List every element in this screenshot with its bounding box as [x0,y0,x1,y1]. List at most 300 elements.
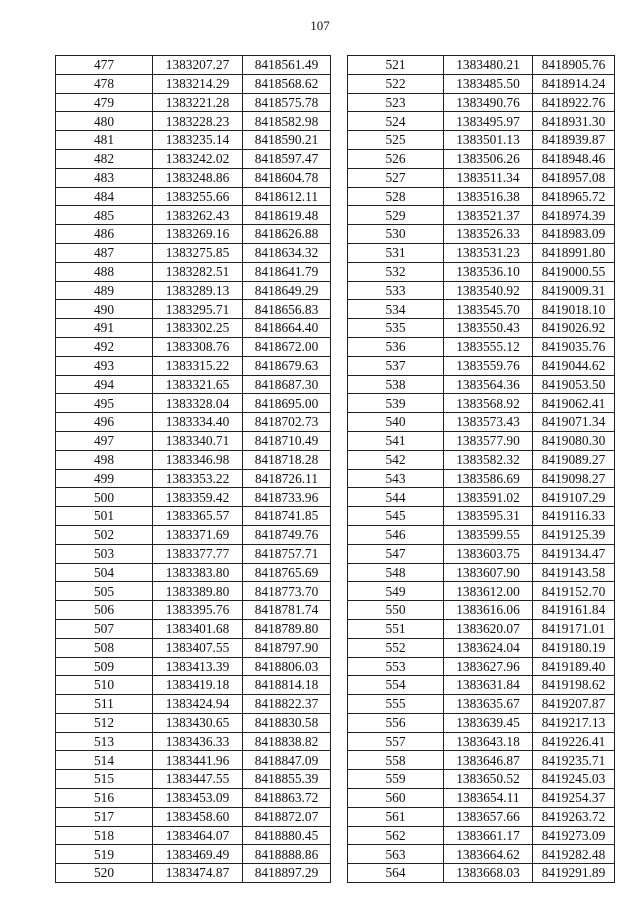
table-row [348,431,615,450]
y-coordinate-cell: 8418991.80 [533,243,615,262]
point-number-cell: 547 [348,544,444,563]
x-coordinate-cell: 1383511.34 [444,168,533,187]
table-row [348,601,615,620]
point-number-cell: 561 [348,807,444,826]
y-coordinate-cell: 8418797.90 [243,638,331,657]
table-row [56,243,331,262]
point-number-cell: 517 [56,807,153,826]
y-coordinate-cell: 8418575.78 [243,93,331,112]
point-number-cell: 497 [56,431,153,450]
x-coordinate-cell: 1383302.25 [153,319,243,338]
y-coordinate-cell: 8418863.72 [243,789,331,808]
x-coordinate-cell: 1383359.42 [153,488,243,507]
y-coordinate-cell: 8418838.82 [243,732,331,751]
x-coordinate-cell: 1383564.36 [444,375,533,394]
x-coordinate-cell: 1383365.57 [153,507,243,526]
y-coordinate-cell: 8419226.41 [533,732,615,751]
x-coordinate-cell: 1383620.07 [444,619,533,638]
table-row [56,375,331,394]
x-coordinate-cell: 1383228.23 [153,112,243,131]
y-coordinate-cell: 8418806.03 [243,657,331,676]
x-coordinate-cell: 1383577.90 [444,431,533,450]
y-coordinate-cell: 8418897.29 [243,864,331,883]
y-coordinate-cell: 8419018.10 [533,300,615,319]
table-row [56,149,331,168]
table-row [56,187,331,206]
y-coordinate-cell: 8418983.09 [533,225,615,244]
x-coordinate-cell: 1383536.10 [444,262,533,281]
y-coordinate-cell: 8419000.55 [533,262,615,281]
point-number-cell: 480 [56,112,153,131]
point-number-cell: 503 [56,544,153,563]
y-coordinate-cell: 8418948.46 [533,149,615,168]
table-row [348,695,615,714]
y-coordinate-cell: 8419263.72 [533,807,615,826]
table-row [56,300,331,319]
y-coordinate-cell: 8418931.30 [533,112,615,131]
x-coordinate-cell: 1383668.03 [444,864,533,883]
table-row [56,732,331,751]
point-number-cell: 516 [56,789,153,808]
point-number-cell: 490 [56,300,153,319]
point-number-cell: 491 [56,319,153,338]
table-row [56,751,331,770]
table-row [348,619,615,638]
point-number-cell: 507 [56,619,153,638]
x-coordinate-cell: 1383269.16 [153,225,243,244]
table-row [56,638,331,657]
x-coordinate-cell: 1383436.33 [153,732,243,751]
point-number-cell: 525 [348,131,444,150]
y-coordinate-cell: 8418695.00 [243,394,331,413]
point-number-cell: 540 [348,413,444,432]
y-coordinate-cell: 8419273.09 [533,826,615,845]
y-coordinate-cell: 8418590.21 [243,131,331,150]
point-number-cell: 478 [56,74,153,93]
x-coordinate-cell: 1383559.76 [444,356,533,375]
x-coordinate-cell: 1383657.66 [444,807,533,826]
point-number-cell: 522 [348,74,444,93]
y-coordinate-cell: 8419207.87 [533,695,615,714]
x-coordinate-cell: 1383334.40 [153,413,243,432]
table-row [56,845,331,864]
y-coordinate-cell: 8419180.19 [533,638,615,657]
y-coordinate-cell: 8418880.45 [243,826,331,845]
y-coordinate-cell: 8419134.47 [533,544,615,563]
table-row [348,864,615,883]
y-coordinate-cell: 8419116.33 [533,507,615,526]
x-coordinate-cell: 1383603.75 [444,544,533,563]
x-coordinate-cell: 1383469.49 [153,845,243,864]
point-number-cell: 541 [348,431,444,450]
y-coordinate-cell: 8419171.01 [533,619,615,638]
table-row [56,563,331,582]
point-number-cell: 557 [348,732,444,751]
coordinates-table-right [347,55,615,883]
y-coordinate-cell: 8418741.85 [243,507,331,526]
point-number-cell: 513 [56,732,153,751]
y-coordinate-cell: 8419282.48 [533,845,615,864]
point-number-cell: 483 [56,168,153,187]
table-row [348,375,615,394]
x-coordinate-cell: 1383424.94 [153,695,243,714]
y-coordinate-cell: 8419235.71 [533,751,615,770]
table-row [348,262,615,281]
x-coordinate-cell: 1383474.87 [153,864,243,883]
y-coordinate-cell: 8418830.58 [243,713,331,732]
point-number-cell: 518 [56,826,153,845]
table-row [56,112,331,131]
y-coordinate-cell: 8418749.76 [243,525,331,544]
x-coordinate-cell: 1383480.21 [444,56,533,75]
table-row [348,93,615,112]
table-row [348,149,615,168]
table-row [348,488,615,507]
y-coordinate-cell: 8418597.47 [243,149,331,168]
x-coordinate-cell: 1383464.07 [153,826,243,845]
table-row [56,619,331,638]
point-number-cell: 496 [56,413,153,432]
point-number-cell: 502 [56,525,153,544]
x-coordinate-cell: 1383555.12 [444,337,533,356]
table-row [348,657,615,676]
x-coordinate-cell: 1383453.09 [153,789,243,808]
x-coordinate-cell: 1383635.67 [444,695,533,714]
point-number-cell: 487 [56,243,153,262]
x-coordinate-cell: 1383664.62 [444,845,533,864]
point-number-cell: 477 [56,56,153,75]
y-coordinate-cell: 8418641.79 [243,262,331,281]
x-coordinate-cell: 1383262.43 [153,206,243,225]
x-coordinate-cell: 1383607.90 [444,563,533,582]
table-row [348,544,615,563]
y-coordinate-cell: 8418905.76 [533,56,615,75]
table-row [56,488,331,507]
table-row [56,657,331,676]
point-number-cell: 562 [348,826,444,845]
x-coordinate-cell: 1383395.76 [153,601,243,620]
y-coordinate-cell: 8418847.09 [243,751,331,770]
point-number-cell: 533 [348,281,444,300]
table-row [56,469,331,488]
x-coordinate-cell: 1383371.69 [153,525,243,544]
y-coordinate-cell: 8419080.30 [533,431,615,450]
point-number-cell: 535 [348,319,444,338]
table-row [348,450,615,469]
point-number-cell: 556 [348,713,444,732]
x-coordinate-cell: 1383353.22 [153,469,243,488]
x-coordinate-cell: 1383550.43 [444,319,533,338]
x-coordinate-cell: 1383627.96 [444,657,533,676]
table-row [348,281,615,300]
y-coordinate-cell: 8418733.96 [243,488,331,507]
y-coordinate-cell: 8419291.89 [533,864,615,883]
x-coordinate-cell: 1383401.68 [153,619,243,638]
table-row [56,225,331,244]
y-coordinate-cell: 8419053.50 [533,375,615,394]
point-number-cell: 564 [348,864,444,883]
x-coordinate-cell: 1383582.32 [444,450,533,469]
y-coordinate-cell: 8419198.62 [533,676,615,695]
point-number-cell: 560 [348,789,444,808]
y-coordinate-cell: 8418649.29 [243,281,331,300]
point-number-cell: 558 [348,751,444,770]
y-coordinate-cell: 8418718.28 [243,450,331,469]
y-coordinate-cell: 8419062.41 [533,394,615,413]
table-row [348,789,615,808]
table-row [56,93,331,112]
table-row [348,356,615,375]
point-number-cell: 498 [56,450,153,469]
y-coordinate-cell: 8418619.48 [243,206,331,225]
x-coordinate-cell: 1383506.26 [444,149,533,168]
table-row [348,243,615,262]
x-coordinate-cell: 1383295.71 [153,300,243,319]
point-number-cell: 529 [348,206,444,225]
table-row [56,206,331,225]
y-coordinate-cell: 8418789.80 [243,619,331,638]
table-row [56,582,331,601]
y-coordinate-cell: 8418872.07 [243,807,331,826]
x-coordinate-cell: 1383654.11 [444,789,533,808]
x-coordinate-cell: 1383599.55 [444,525,533,544]
table-row [56,507,331,526]
y-coordinate-cell: 8419098.27 [533,469,615,488]
coordinates-table-right-body [348,56,615,883]
point-number-cell: 489 [56,281,153,300]
point-number-cell: 506 [56,601,153,620]
table-row [348,826,615,845]
x-coordinate-cell: 1383235.14 [153,131,243,150]
point-number-cell: 542 [348,450,444,469]
point-number-cell: 493 [56,356,153,375]
y-coordinate-cell: 8419089.27 [533,450,615,469]
point-number-cell: 544 [348,488,444,507]
x-coordinate-cell: 1383248.86 [153,168,243,187]
point-number-cell: 548 [348,563,444,582]
point-number-cell: 504 [56,563,153,582]
point-number-cell: 515 [56,770,153,789]
table-row [348,56,615,75]
y-coordinate-cell: 8419245.03 [533,770,615,789]
y-coordinate-cell: 8418939.87 [533,131,615,150]
table-row [56,262,331,281]
y-coordinate-cell: 8418781.74 [243,601,331,620]
y-coordinate-cell: 8419009.31 [533,281,615,300]
table-row [56,413,331,432]
point-number-cell: 524 [348,112,444,131]
point-number-cell: 492 [56,337,153,356]
table-row [348,206,615,225]
point-number-cell: 519 [56,845,153,864]
x-coordinate-cell: 1383595.31 [444,507,533,526]
point-number-cell: 532 [348,262,444,281]
table-row [56,319,331,338]
y-coordinate-cell: 8419071.34 [533,413,615,432]
table-row [348,225,615,244]
coordinates-table-left [55,55,331,883]
y-coordinate-cell: 8418773.70 [243,582,331,601]
x-coordinate-cell: 1383308.76 [153,337,243,356]
table-row [348,300,615,319]
x-coordinate-cell: 1383441.96 [153,751,243,770]
point-number-cell: 510 [56,676,153,695]
x-coordinate-cell: 1383289.13 [153,281,243,300]
table-row [56,431,331,450]
point-number-cell: 485 [56,206,153,225]
table-row [348,638,615,657]
point-number-cell: 514 [56,751,153,770]
x-coordinate-cell: 1383540.92 [444,281,533,300]
point-number-cell: 499 [56,469,153,488]
x-coordinate-cell: 1383340.71 [153,431,243,450]
y-coordinate-cell: 8418965.72 [533,187,615,206]
x-coordinate-cell: 1383612.00 [444,582,533,601]
table-row [56,131,331,150]
table-row [348,168,615,187]
x-coordinate-cell: 1383458.60 [153,807,243,826]
y-coordinate-cell: 8419044.62 [533,356,615,375]
table-row [348,507,615,526]
table-row [56,356,331,375]
table-row [56,544,331,563]
x-coordinate-cell: 1383495.97 [444,112,533,131]
y-coordinate-cell: 8418664.40 [243,319,331,338]
x-coordinate-cell: 1383255.66 [153,187,243,206]
x-coordinate-cell: 1383646.87 [444,751,533,770]
x-coordinate-cell: 1383377.77 [153,544,243,563]
table-row [56,826,331,845]
point-number-cell: 537 [348,356,444,375]
point-number-cell: 563 [348,845,444,864]
y-coordinate-cell: 8418604.78 [243,168,331,187]
x-coordinate-cell: 1383383.80 [153,563,243,582]
table-row [56,676,331,695]
x-coordinate-cell: 1383568.92 [444,394,533,413]
x-coordinate-cell: 1383586.69 [444,469,533,488]
table-row [56,601,331,620]
point-number-cell: 482 [56,149,153,168]
table-row [348,563,615,582]
point-number-cell: 488 [56,262,153,281]
table-row [348,413,615,432]
point-number-cell: 512 [56,713,153,732]
point-number-cell: 505 [56,582,153,601]
y-coordinate-cell: 8418726.11 [243,469,331,488]
y-coordinate-cell: 8419143.58 [533,563,615,582]
point-number-cell: 479 [56,93,153,112]
y-coordinate-cell: 8418914.24 [533,74,615,93]
x-coordinate-cell: 1383591.02 [444,488,533,507]
point-number-cell: 550 [348,601,444,620]
y-coordinate-cell: 8418814.18 [243,676,331,695]
point-number-cell: 521 [348,56,444,75]
y-coordinate-cell: 8419254.37 [533,789,615,808]
table-row [348,337,615,356]
table-row [56,807,331,826]
table-row [348,807,615,826]
table-row [348,676,615,695]
point-number-cell: 546 [348,525,444,544]
point-number-cell: 527 [348,168,444,187]
point-number-cell: 520 [56,864,153,883]
x-coordinate-cell: 1383521.37 [444,206,533,225]
y-coordinate-cell: 8418757.71 [243,544,331,563]
y-coordinate-cell: 8418612.11 [243,187,331,206]
table-row [56,337,331,356]
y-coordinate-cell: 8418765.69 [243,563,331,582]
x-coordinate-cell: 1383221.28 [153,93,243,112]
point-number-cell: 539 [348,394,444,413]
y-coordinate-cell: 8418888.86 [243,845,331,864]
table-row [348,394,615,413]
point-number-cell: 530 [348,225,444,244]
y-coordinate-cell: 8418672.00 [243,337,331,356]
coordinates-table-left-body [56,56,331,883]
table-row [56,56,331,75]
point-number-cell: 545 [348,507,444,526]
point-number-cell: 534 [348,300,444,319]
point-number-cell: 536 [348,337,444,356]
x-coordinate-cell: 1383643.18 [444,732,533,751]
table-row [56,394,331,413]
table-row [56,450,331,469]
point-number-cell: 494 [56,375,153,394]
x-coordinate-cell: 1383328.04 [153,394,243,413]
table-row [56,695,331,714]
point-number-cell: 509 [56,657,153,676]
table-row [348,469,615,488]
table-row [348,319,615,338]
y-coordinate-cell: 8419152.70 [533,582,615,601]
point-number-cell: 559 [348,770,444,789]
x-coordinate-cell: 1383531.23 [444,243,533,262]
y-coordinate-cell: 8418582.98 [243,112,331,131]
table-row [56,864,331,883]
y-coordinate-cell: 8418568.62 [243,74,331,93]
x-coordinate-cell: 1383485.50 [444,74,533,93]
y-coordinate-cell: 8418679.63 [243,356,331,375]
y-coordinate-cell: 8418974.39 [533,206,615,225]
y-coordinate-cell: 8419161.84 [533,601,615,620]
y-coordinate-cell: 8419189.40 [533,657,615,676]
x-coordinate-cell: 1383650.52 [444,770,533,789]
point-number-cell: 553 [348,657,444,676]
x-coordinate-cell: 1383624.04 [444,638,533,657]
x-coordinate-cell: 1383275.85 [153,243,243,262]
table-row [348,74,615,93]
point-number-cell: 549 [348,582,444,601]
point-number-cell: 551 [348,619,444,638]
y-coordinate-cell: 8418855.39 [243,770,331,789]
point-number-cell: 543 [348,469,444,488]
table-row [56,281,331,300]
x-coordinate-cell: 1383616.06 [444,601,533,620]
y-coordinate-cell: 8419035.76 [533,337,615,356]
y-coordinate-cell: 8418656.83 [243,300,331,319]
point-number-cell: 481 [56,131,153,150]
table-row [56,789,331,808]
point-number-cell: 486 [56,225,153,244]
table-row [56,525,331,544]
x-coordinate-cell: 1383242.02 [153,149,243,168]
y-coordinate-cell: 8419026.92 [533,319,615,338]
x-coordinate-cell: 1383282.51 [153,262,243,281]
y-coordinate-cell: 8419107.29 [533,488,615,507]
y-coordinate-cell: 8418922.76 [533,93,615,112]
x-coordinate-cell: 1383315.22 [153,356,243,375]
x-coordinate-cell: 1383490.76 [444,93,533,112]
